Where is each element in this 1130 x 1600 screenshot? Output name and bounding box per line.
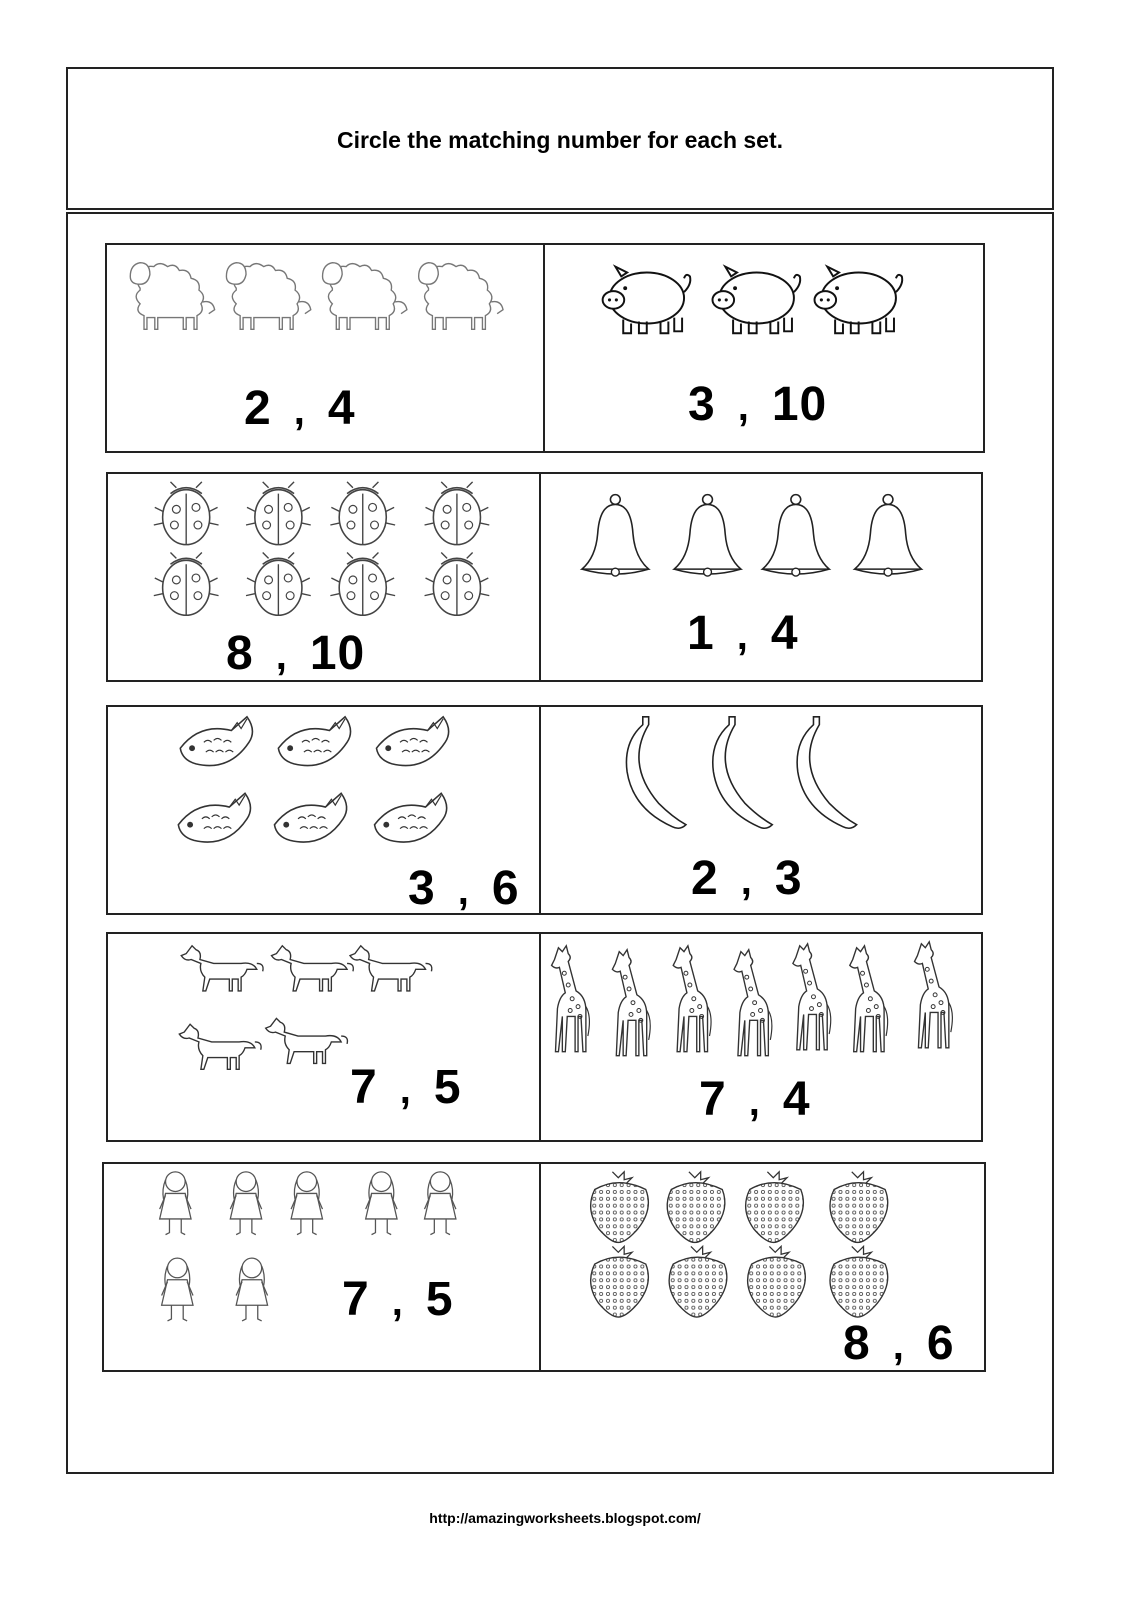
horse-icon [179,1024,261,1069]
sheep-icon [130,263,214,330]
comma: , [399,1068,412,1112]
ladybug-icon [154,552,219,615]
comma: , [736,614,749,658]
number-options [699,1073,811,1126]
girl-icon-group [104,1164,539,1370]
giraffe-icon [673,946,711,1052]
set-cell-strawberry [539,1164,984,1370]
number-options [688,378,828,431]
bell-icon [674,495,741,576]
banana-icon [713,717,773,828]
girl-icon [162,1258,193,1321]
number-option[interactable]: 10 [309,627,366,680]
strawberry-icon [591,1172,649,1243]
strawberry-icon [748,1246,806,1317]
instruction-box [66,67,1054,210]
set-cell-giraffe [539,934,981,1140]
ladybug-icon [246,482,311,545]
girl-icon [291,1172,322,1235]
number-option[interactable]: 2 [691,852,719,905]
number-options [342,1273,454,1326]
strawberry-icon [746,1172,804,1243]
ladybug-icon [154,482,219,545]
set-cell-bell [539,474,981,680]
ladybug-icon [330,552,395,615]
bell-icon [582,495,649,576]
horse-icon [350,946,432,991]
number-options [687,607,799,660]
number-option[interactable]: 4 [770,607,799,660]
number-option[interactable]: 6 [491,862,520,915]
number-option[interactable]: 10 [771,378,828,431]
comma: , [748,1080,761,1124]
comma: , [293,389,306,433]
bell-icon [855,495,922,576]
set-cell-pig [543,245,983,451]
girl-icon [160,1172,191,1235]
number-option[interactable]: 4 [782,1073,811,1126]
pig-icon [815,267,903,334]
horse-icon [272,946,354,991]
fish-icon [178,793,250,842]
number-option[interactable]: 7 [350,1061,378,1114]
fish-icon [274,793,346,842]
number-options [691,852,803,905]
giraffe-icon [734,950,772,1056]
pig-icon [713,267,801,334]
number-option[interactable]: 5 [425,1273,454,1326]
horse-icon-group [108,934,539,1140]
giraffe-icon [552,946,590,1052]
set-row-2 [106,472,983,682]
set-row-1 [105,243,985,453]
footer-url[interactable]: http://amazingworksheets.blogspot.com/ [429,1510,701,1526]
number-options [408,862,520,915]
set-row-3 [106,705,983,915]
horse-icon [181,946,263,991]
fish-icon [375,793,447,842]
number-option[interactable]: 5 [433,1061,462,1114]
set-cell-sheep [107,245,543,451]
banana-icon [626,717,686,828]
comma: , [892,1324,905,1368]
giraffe-icon [915,942,953,1048]
number-option[interactable]: 1 [687,607,715,660]
giraffe-icon [612,950,650,1056]
number-option[interactable]: 3 [408,862,436,915]
set-cell-ladybug [108,474,539,680]
comma: , [737,385,750,429]
set-row-4 [106,932,983,1142]
number-options [244,382,356,435]
strawberry-icon [830,1172,888,1243]
sheep-icon [419,263,503,330]
number-options [843,1317,955,1370]
comma: , [740,859,753,903]
ladybug-icon [246,552,311,615]
number-option[interactable]: 2 [244,382,272,435]
comma: , [391,1280,404,1324]
number-options [350,1061,462,1114]
number-option[interactable]: 3 [774,852,803,905]
set-cell-fish [108,707,539,913]
sheep-icon [226,263,310,330]
giraffe-icon [793,944,831,1050]
ladybug-icon [425,552,490,615]
girl-icon [236,1258,267,1321]
banana-icon [797,717,857,828]
number-option[interactable]: 7 [342,1273,370,1326]
girl-icon [425,1172,456,1235]
bell-icon [762,495,829,576]
worksheet-instruction: Circle the matching number for each set. [336,127,784,153]
number-option[interactable]: 4 [327,382,356,435]
strawberry-icon [591,1246,649,1317]
comma: , [275,634,288,678]
set-row-5 [102,1162,986,1372]
girl-icon [230,1172,261,1235]
strawberry-icon [830,1246,888,1317]
number-option[interactable]: 8 [226,627,254,680]
sheep-icon [323,263,407,330]
number-option[interactable]: 8 [843,1317,871,1370]
set-cell-horse [108,934,539,1140]
strawberry-icon [667,1172,725,1243]
horse-icon [266,1018,348,1063]
comma: , [457,869,470,913]
ladybug-icon [330,482,395,545]
giraffe-icon [850,946,888,1052]
fish-icon [180,717,252,766]
girl-icon [366,1172,397,1235]
pig-icon [603,267,691,334]
set-cell-girl [104,1164,539,1370]
number-option[interactable]: 3 [688,378,716,431]
number-option[interactable]: 6 [926,1317,955,1370]
ladybug-icon [425,482,490,545]
number-option[interactable]: 7 [699,1073,727,1126]
fish-icon [278,717,350,766]
strawberry-icon [669,1246,727,1317]
set-cell-banana [539,707,981,913]
number-options [226,627,366,680]
fish-icon [376,717,448,766]
